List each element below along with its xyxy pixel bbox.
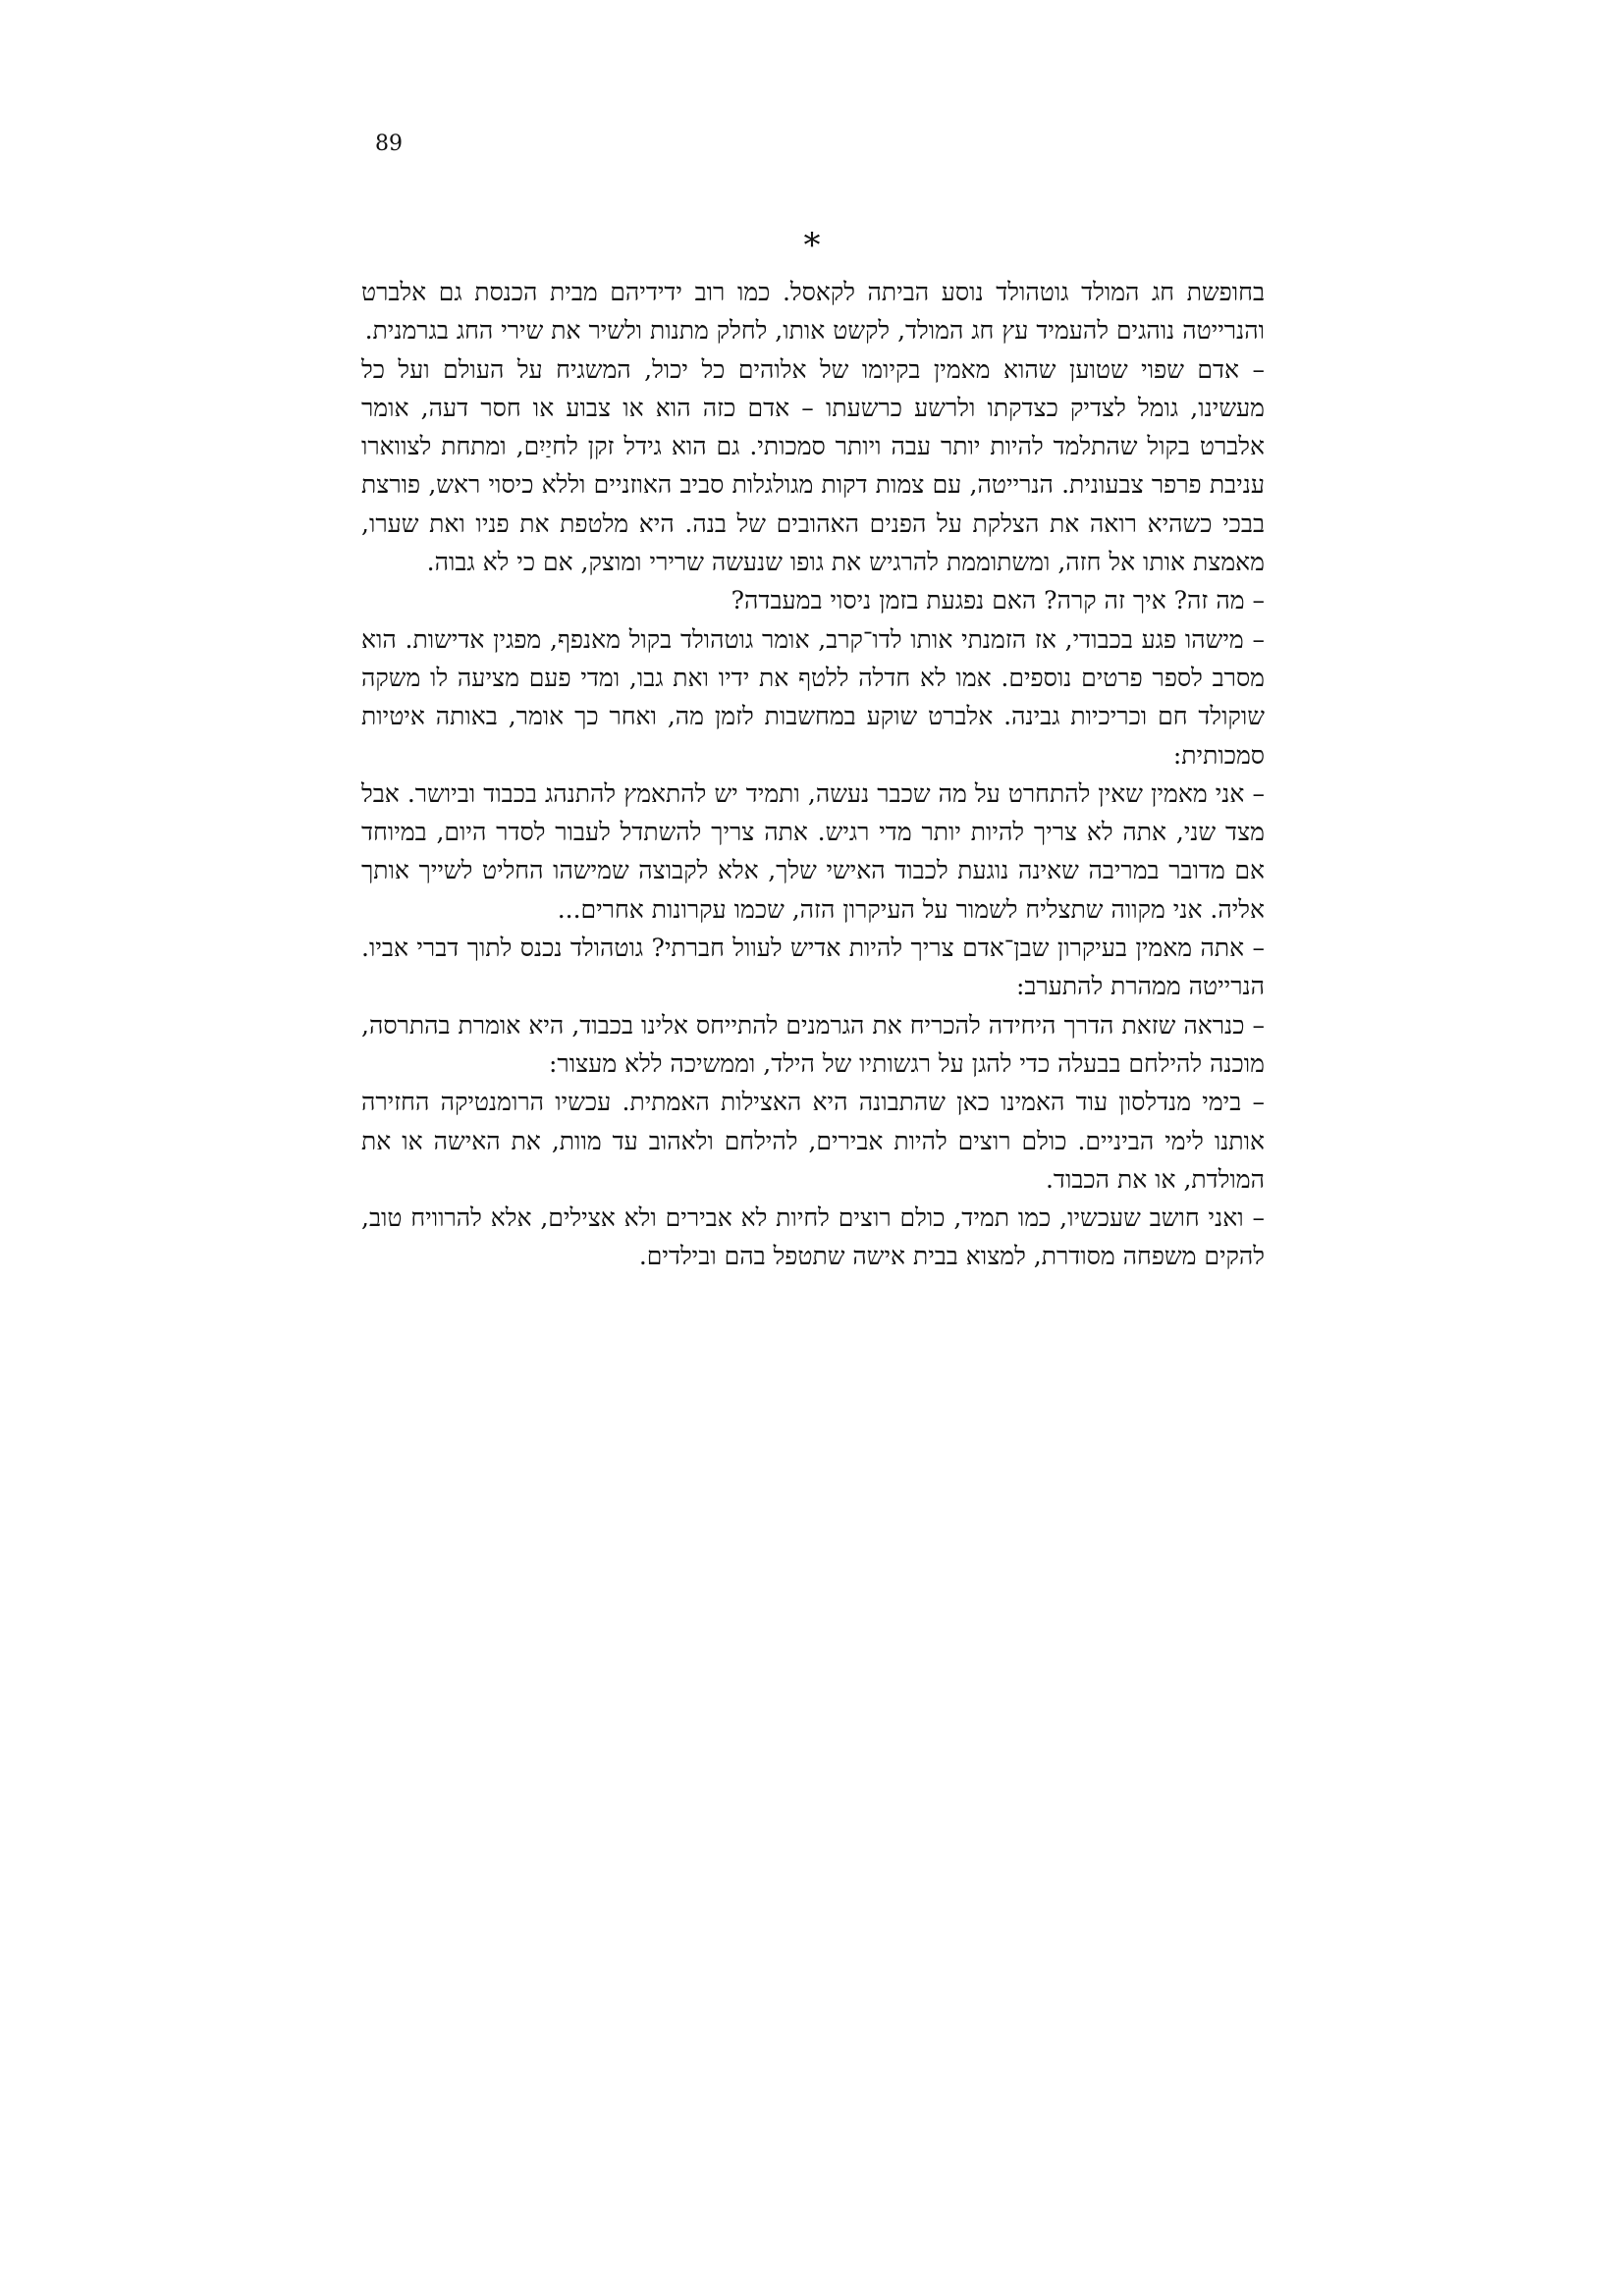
body-text: [361, 273, 1265, 1276]
paragraph-8: – בימי מנדלסון עוד האמינו כאן שהתבונה היא האצילות האמתית. עכשיו הרומנטיקה החזירה אותנו לימי הביניים. כולם רוצים להיות אבירים, להילחם ולאהוב עד מוות, את האישה או את המולדת, או את הכבוד.: [361, 1088, 1265, 1194]
paragraph-5: – אני מאמין שאין להתחרט על מה שכבר נעשה, ותמיד יש להתאמץ להתנהג בכבוד וביושר. אבל מצד שני, אתה לא צריך להיות יותר מדי רגיש. אתה צריך להשתדל לעבור לסדר היום, במיוחד אם מדובר במריבה שאינה נוגעת לכבוד האישי שלך, אלא לקבוצה שמישהו החליט לשייך אותך אליה. אני מקווה שתצליח לשמור על העיקרון הזה, שכמו עקרונות אחרים...: [361, 778, 1265, 924]
paragraph-2: – אדם שפוי שטוען שהוא מאמין בקיומו של אלוהים כל יכול, המשגיח על העולם ועל כל מעשינו, גומל לצדיק כצדקתו ולרשע כרשעתו – אדם כזה הוא או צבוע או חסר דעה, אומר אלברט בקול שהתלמד להיות יותר עבה ויותר סמכותי. גם הוא גידל זקן לחיַיִם, ומתחת לצווארו עניבת פרפר צבעונית. הנרייטה, עם צמות דקות מגולגלות סביב האוזניים וללא כיסוי ראש, פורצת בבכי כשהיא רואה את הצלקת על הפנים האהובים של בנה. היא מלטפת את פניו ואת שערו, מאמצת אותו אל חזה, ומשתוממת להרגיש את גופו שנעשה שרירי ומוצק, אם כי לא גבוה.: [361, 354, 1265, 577]
paragraph-7: – כנראה שזאת הדרך היחידה להכריח את הגרמנים להתייחס אלינו בכבוד, היא אומרת בהתרסה, מוכנה להילחם בבעלה כדי להגן על רגשותיו של הילד, וממשיכה ללא מעצור:: [361, 1010, 1265, 1078]
page-number: 89: [375, 132, 403, 156]
paragraph-9: – ואני חושב שעכשיו, כמו תמיד, כולם רוצים לחיות לא אבירים ולא אצילים, אלא להרוויח טוב, להקים משפחה מסודרת, למצוא בבית אישה שתטפל בהם ובילדים.: [361, 1203, 1265, 1271]
paragraph-6: – אתה מאמין בעיקרון שבן־אדם צריך להיות אדיש לעוול חברתי? גוטהולד נכנס לתוך דברי אביו. הנרייטה ממהרת להתערב:: [361, 934, 1265, 1001]
paragraph-1: בחופשת חג המולד גוטהולד נוסע הביתה לקאסל. כמו רוב ידידיהם מבית הכנסת גם אלברט והנרייטה נוהגים להעמיד עץ חג המולד, לקשט אותו, לחלק מתנות ולשיר את שירי החג בגרמנית.: [361, 278, 1265, 346]
section-break-asterisk: *: [803, 226, 821, 265]
paragraph-4: – מישהו פגע בכבודי, אז הזמנתי אותו לדו־קרב, אומר גוטהולד בקול מאנפף, מפגין אדישות. הוא מסרב לספר פרטים נוספים. אמו לא חדלה ללטף את ידיו ואת גבו, ומדי פעם מציעה לו משקה שוקולד חם וכריכיות גבינה. אלברט שוקע במחשבות לזמן מה, ואחר כך אומר, באותה איטיות סמכותית:: [361, 624, 1265, 770]
paragraph-3: – מה זה? איך זה קרה? האם נפגעת בזמן ניסוי במעבדה?: [731, 586, 1265, 615]
